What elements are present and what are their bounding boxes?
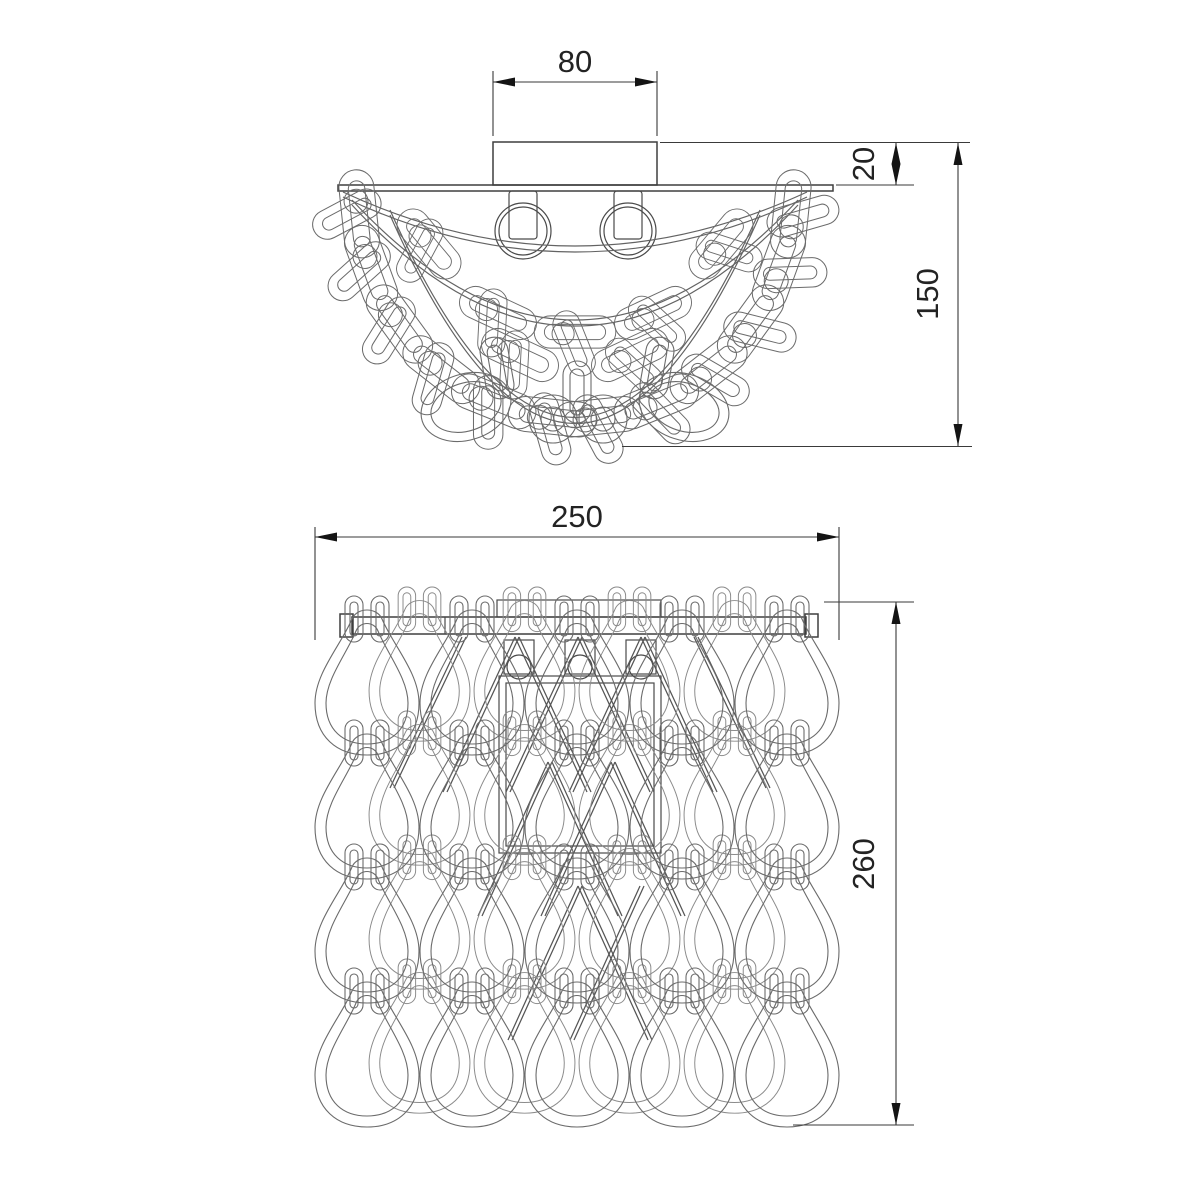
front-view [315, 499, 914, 1127]
mounting-plate [338, 185, 833, 191]
bar-end-cap-right [805, 614, 818, 637]
glass-strands [343, 192, 807, 424]
dim-canopy-width [493, 44, 657, 136]
bar-end-cap-left [340, 614, 353, 637]
ceiling-canopy [493, 142, 657, 185]
dim-canopy-height-value: 20 [846, 146, 881, 182]
dim-fixture-width-value: 250 [551, 499, 603, 534]
dim-fixture-height-side-value: 150 [910, 268, 945, 320]
dim-fixture-width [315, 499, 839, 640]
dim-fixture-height-front-value: 260 [846, 838, 881, 890]
canopy-front [497, 600, 661, 617]
side-view [303, 44, 972, 473]
dim-canopy-height [660, 143, 970, 186]
dim-canopy-width-value: 80 [557, 44, 593, 79]
lamp-sockets-front [504, 640, 656, 679]
body-frame-inner [506, 683, 654, 846]
dim-fixture-height-front [793, 602, 914, 1125]
dim-fixture-height-side [622, 143, 972, 447]
